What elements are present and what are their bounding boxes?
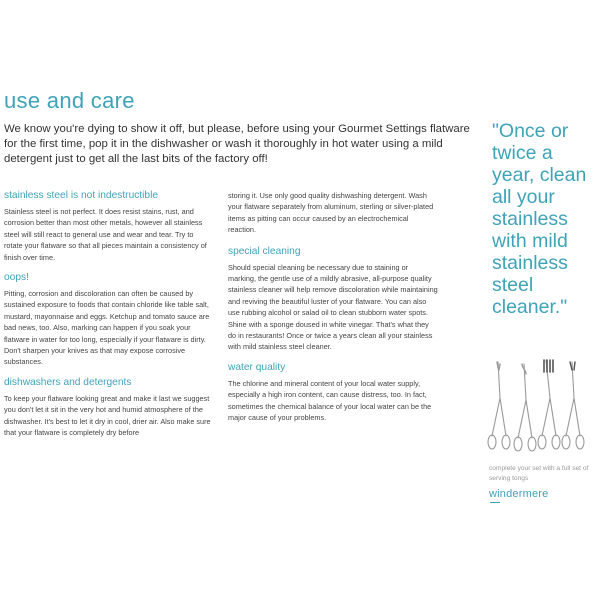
pull-quote: "Once or twice a year, clean all your stainless with mild stainless steel cleaner." — [492, 120, 587, 318]
tong-4 — [562, 362, 584, 449]
tong-2 — [514, 364, 536, 451]
section-dishwashers — [4, 377, 214, 439]
section-body: Pitting, corrosion and discoloration can often be caused by sustained exposure to foods that contain chloride like table salt, mustard, mayonnaise and eggs. Ketchup and tomato sauce are bad news, too. Also, marking can happen if you soak your flatware in water for too long, especially if your flatware is dirty. Don't sharpen your knives as that may expose corrosive substances. — [4, 289, 210, 367]
section-body: storing it. Use only good quality dishwashing detergent. Wash your flatware separately from aluminum, sterling or silver-plated items as pitting can occur caused by an electrochemical reaction. — [228, 191, 434, 235]
section-heading: oops! — [4, 272, 29, 284]
brand-name: windermere — [489, 488, 549, 500]
section-stainless — [4, 190, 214, 263]
middle-column — [228, 190, 438, 424]
left-column — [4, 190, 214, 439]
section-water-quality — [228, 362, 438, 424]
section-special-cleaning — [228, 246, 438, 353]
section-heading: special cleaning — [228, 245, 301, 257]
section-body: Should special cleaning be necessary due to staining or marking, the gentle use of a mildly abrasive, all-purpose quality stainless cleaner will help remove discoloration while maintaining and reviving the beautiful luster of your flatware. You can also use rubbing alcohol or salad oil to clean stubborn water spots. Shine with a sponge doused in white vinegar. That's what they do in restaurants! Once or twice a years clean all your stainless with mild stainless steel cleaner. — [228, 262, 438, 352]
serving-tongs-image — [484, 358, 600, 458]
tong-1 — [488, 362, 510, 449]
section-body: To keep your flatware looking great and make it last we suggest you don't let it sit in the very hot and humid atmosphere of the dishwasher. It's best to let it dry in cool, drier air. Also make sure that your flatware is completely dry before — [4, 393, 211, 438]
section-oops — [4, 272, 214, 368]
section-continued — [228, 190, 438, 236]
brand-underline — [490, 502, 500, 503]
intro-paragraph: We know you're dying to show it off, but please, before using your Gourmet Settings flatware for the first time, pop it in the dishwasher or wash it thoroughly in hot water using a mild detergent just to get all the last bits of the factory off! — [4, 123, 470, 165]
tong-3 — [538, 360, 560, 449]
page-title: use and care — [4, 88, 135, 113]
section-body: The chlorine and mineral content of your local water supply, especially a high iron content, can cause distress, too. In fact, sometimes the chemical balance of your local water can be the major cause of your problems. — [228, 378, 432, 423]
section-heading: stainless steel is not indestructible — [4, 190, 159, 201]
section-body: Stainless steel is not perfect. It does resist stains, rust, and corrosion better than most other metals, however all stainless steel will still react to general use and wear and tear. Try to rotate your flatware so that all pieces maintain a consistency of finish over time. — [4, 207, 207, 262]
section-heading: water quality — [228, 361, 286, 373]
section-heading: dishwashers and detergents — [4, 376, 132, 388]
caption-text: complete your set with a full set of serving tongs — [489, 465, 589, 482]
